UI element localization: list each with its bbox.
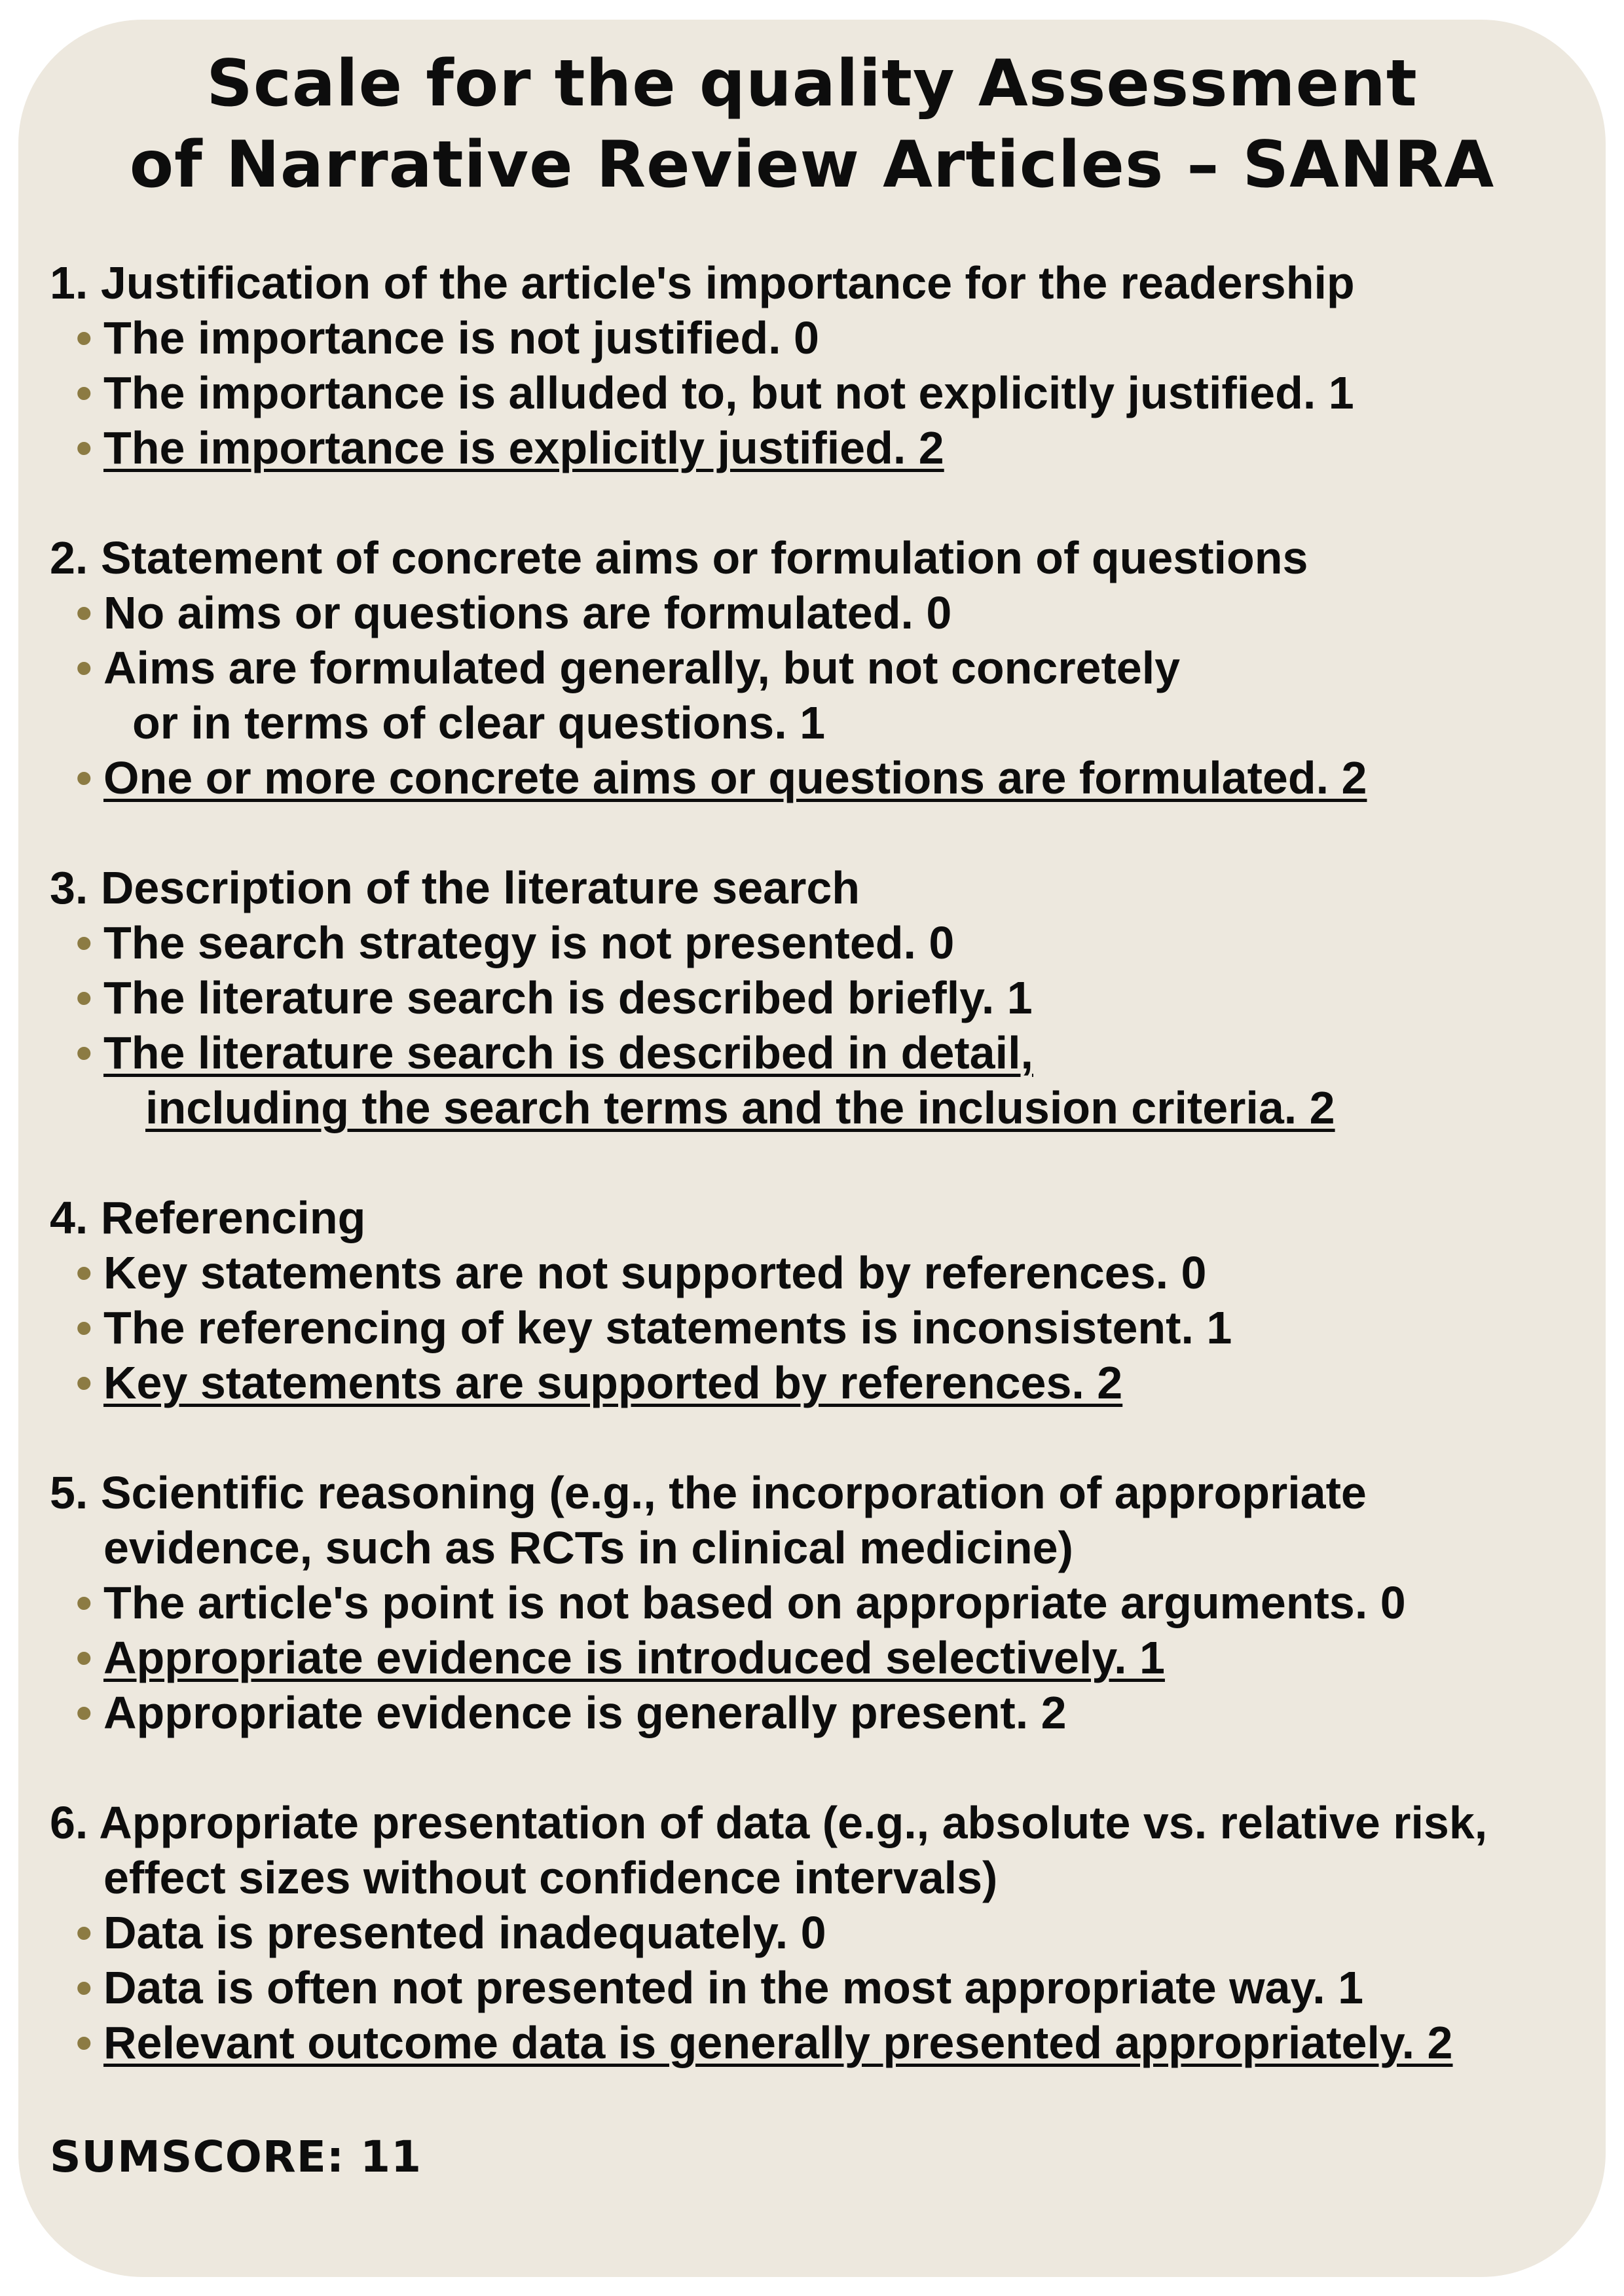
option: [76, 1575, 1406, 1630]
option: [76, 1685, 1067, 1740]
bullet-dot-icon: •: [76, 1962, 92, 2013]
option-selected: [76, 1355, 1123, 1410]
criterion-heading: evidence, such as RCTs in clinical medicine): [103, 1522, 1073, 1573]
option-text: The referencing of key statements is inconsistent. 1: [103, 1302, 1232, 1353]
option-text: The article's point is not based on appropriate arguments. 0: [103, 1577, 1406, 1628]
option: [76, 970, 1033, 1025]
option-selected: [76, 750, 1367, 805]
bullet-dot-icon: •: [76, 312, 92, 363]
criterion-heading: 2. Statement of concrete aims or formulation of questions: [50, 532, 1308, 583]
option: [76, 1960, 1364, 2015]
bullet-dot-icon: •: [76, 1247, 92, 1298]
option: [76, 640, 1181, 695]
option-text: The literature search is described briefly. 1: [103, 972, 1033, 1023]
option-text: including the search terms and the inclusion criteria. 2: [145, 1082, 1335, 1133]
bullet-dot-icon: •: [76, 1027, 92, 1078]
bullet-dot-icon: •: [76, 1632, 92, 1683]
bullet-dot-icon: •: [76, 1907, 92, 1958]
bullet-dot-icon: •: [76, 752, 92, 803]
option-selected: [145, 1080, 1335, 1135]
criterion-heading: 4. Referencing: [50, 1192, 366, 1243]
option-text: Relevant outcome data is generally presented appropriately. 2: [103, 2017, 1453, 2068]
bullet-dot-icon: •: [76, 587, 92, 638]
bullet-dot-icon: •: [76, 1577, 92, 1628]
option: [76, 1300, 1232, 1355]
bullet-dot-icon: •: [76, 1687, 92, 1738]
option: [76, 585, 952, 640]
criterion-heading: 6. Appropriate presentation of data (e.g., absolute vs. relative risk,: [50, 1797, 1488, 1848]
option: [76, 1245, 1207, 1300]
bullet-dot-icon: •: [76, 1357, 92, 1408]
option-text: The importance is explicitly justified. 2: [103, 422, 944, 473]
bullet-dot-icon: •: [76, 1302, 92, 1353]
bullet-dot-icon: •: [76, 2017, 92, 2068]
option-text: The literature search is described in detail,: [103, 1027, 1033, 1078]
option-text: The search strategy is not presented. 0: [103, 917, 955, 968]
criterion-heading: effect sizes without confidence intervals): [103, 1852, 998, 1903]
option-text: Appropriate evidence is generally present. 2: [103, 1687, 1067, 1738]
option-text: Data is presented inadequately. 0: [103, 1907, 826, 1958]
title-line-2: of Narrative Review Articles – SANRA: [129, 128, 1495, 202]
option-selected: [76, 1630, 1165, 1685]
option-text: Data is often not presented in the most appropriate way. 1: [103, 1962, 1364, 2013]
option-text: One or more concrete aims or questions are formulated. 2: [103, 752, 1367, 803]
option-text: The importance is alluded to, but not explicitly justified. 1: [103, 367, 1354, 418]
bullet-dot-icon: •: [76, 972, 92, 1023]
option: [132, 695, 825, 750]
criterion-heading: 1. Justification of the article's importance for the readership: [50, 257, 1355, 308]
bullet-dot-icon: •: [76, 642, 92, 693]
option-selected: [76, 2015, 1453, 2070]
option-text: Key statements are supported by references. 2: [103, 1357, 1123, 1408]
criterion-heading: 5. Scientific reasoning (e.g., the incorporation of appropriate: [50, 1467, 1367, 1518]
option-text: Aims are formulated generally, but not concretely: [103, 642, 1181, 693]
option-text: or in terms of clear questions. 1: [132, 697, 826, 748]
bullet-dot-icon: •: [76, 367, 92, 418]
option-text: No aims or questions are formulated. 0: [103, 587, 952, 638]
option: [76, 365, 1354, 420]
sumscore: SUMSCORE: 11: [50, 2132, 422, 2182]
title-line-1: Scale for the quality Assessment: [206, 46, 1418, 121]
option: [76, 1905, 826, 1960]
bullet-dot-icon: •: [76, 917, 92, 968]
criterion-heading: 3. Description of the literature search: [50, 862, 860, 913]
option-text: The importance is not justified. 0: [103, 312, 819, 363]
option-text: Appropriate evidence is introduced selectively. 1: [103, 1632, 1165, 1683]
option: [76, 915, 955, 970]
bullet-dot-icon: •: [76, 422, 92, 473]
option-selected: [76, 1025, 1033, 1080]
option-text: Key statements are not supported by references. 0: [103, 1247, 1207, 1298]
option: [76, 310, 819, 365]
option-selected: [76, 420, 944, 475]
